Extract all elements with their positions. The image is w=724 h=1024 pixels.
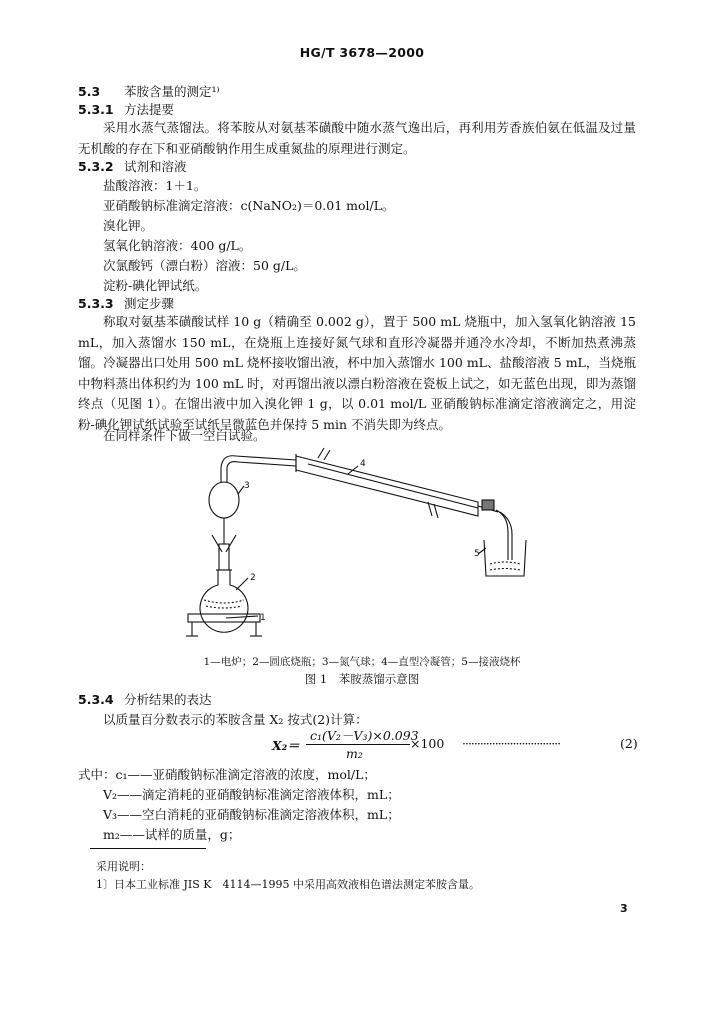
- figure-label-1: 1: [260, 613, 266, 623]
- section-number: 5.3.3: [78, 296, 114, 311]
- reagent-item: 盐酸溶液：1＋1。: [103, 178, 207, 193]
- formula-number: (2): [620, 736, 638, 751]
- page-number: 3: [620, 902, 628, 915]
- round-bottom-flask: [200, 535, 248, 632]
- fraction-bar: [306, 744, 410, 745]
- distillation-apparatus-figure: [178, 440, 538, 652]
- straight-condenser: [236, 448, 498, 518]
- footnote-heading: 采用说明：: [96, 860, 151, 873]
- figure-caption: 图 1 苯胺蒸馏示意图: [304, 672, 420, 686]
- section-5-3-2: [78, 157, 187, 175]
- formula-lhs: X₂＝: [272, 738, 300, 753]
- section-number: 5.3.1: [78, 102, 114, 117]
- section-title: 分析结果的表达: [124, 692, 212, 707]
- section-title: 苯胺含量的测定¹⁾: [124, 84, 220, 99]
- figure-label-2: 2: [250, 573, 256, 583]
- variable-definition: m₂——试样的质量，g；: [103, 827, 241, 842]
- reagent-item: 亚硝酸钠标准滴定溶液：c(NaNO₂)＝0.01 mol/L。: [103, 198, 395, 213]
- callout-line: [226, 616, 258, 618]
- figure-label-5: 5: [474, 549, 480, 559]
- reagent-item: 次氯酸钙（漂白粉）溶液：50 g/L。: [103, 258, 306, 273]
- section-5-3-4: [78, 690, 212, 708]
- formula-tail: ×100: [410, 736, 445, 751]
- section-title: 方法提要: [124, 102, 175, 117]
- document-number: HG/T 3678—2000: [299, 45, 425, 60]
- procedure-paragraph: 称取对氨基苯磺酸试样 10 g（精确至 0.002 g），置于 500 mL 烧瓶中，加入氢氧化钠溶液 15 mL，加入蒸馏水 150 mL，在烧瓶上连接好氮气球和直形冷凝器并通冷水冷却，不断加热煮沸蒸馏。冷凝器出口处用 500 mL 烧杯接收馏出液，杯中加入蒸馏水 100 mL、盐酸溶液 5 mL，当烧瓶中物料蒸出体积约为 100 mL 时，对再馏出液以漂白粉溶液在瓷板上试之，如无蓝色出现，即为蒸馏终点（见图 1）。在馏出液中加入溴化钾 1 g，以 0.01 mol/L 亚硝酸钠标准滴定溶液滴定之，用淀粉-碘化钾试纸试验至试纸呈微蓝色并保持 5 min 不消失即为终点。: [78, 314, 636, 432]
- section-5-3: [78, 82, 220, 100]
- figure-label-3: 3: [244, 481, 250, 491]
- section-title: 测定步骤: [124, 296, 175, 311]
- formula-denominator: m₂: [346, 746, 363, 761]
- section-number: 5.3.4: [78, 692, 114, 707]
- section-5-3-3: [78, 294, 174, 312]
- section-5-3-1: [78, 100, 174, 118]
- reagent-item: 氢氧化钠溶液：400 g/L。: [103, 238, 252, 253]
- section-number: 5.3.2: [78, 159, 114, 174]
- receiver-beaker: [484, 540, 526, 576]
- section-number: 5.3: [78, 84, 101, 99]
- callout-line: [236, 578, 248, 590]
- variable-definition: 式中：c₁——亚硝酸钠标准滴定溶液的浓度，mol/L；: [78, 767, 376, 782]
- figure-legend: 1—电炉；2—圆底烧瓶；3—氮气球；4—直型冷凝管；5—接液烧杯: [203, 656, 521, 668]
- footnote-text: 1〕日本工业标准 JIS K 4114—1995 中采用高效液相色谱法测定苯胺含量。: [96, 878, 480, 891]
- variable-definition: V₂——滴定消耗的亚硝酸钠标准滴定溶液体积，mL；: [103, 787, 400, 802]
- blank-test-line: 在同样条件下做一空白试验。: [103, 428, 266, 443]
- reagent-item: 淀粉-碘化钾试纸。: [103, 278, 208, 293]
- method-summary-paragraph: 采用水蒸气蒸馏法。将苯胺从对氨基苯磺酸中随水蒸气逸出后，再利用芳香族伯氨在低温及过量无机酸的存在下和亚硝酸钠作用生成重氮盐的原理进行测定。: [78, 120, 636, 156]
- footnote-divider: [90, 848, 206, 849]
- figure-label-4: 4: [360, 459, 366, 469]
- formula-leader-dots: ·································: [462, 736, 561, 751]
- formula-intro: 以质量百分数表示的苯胺含量 X₂ 按式(2)计算：: [103, 712, 368, 727]
- section-title: 试剂和溶液: [124, 159, 187, 174]
- formula-numerator: c₁(V₂－V₃)×0.093: [310, 728, 419, 743]
- nitrogen-bulb: [209, 456, 239, 544]
- reagent-item: 溴化钾。: [103, 218, 154, 233]
- variable-definition: V₃——空白消耗的亚硝酸钠标准滴定溶液体积，mL；: [103, 807, 400, 822]
